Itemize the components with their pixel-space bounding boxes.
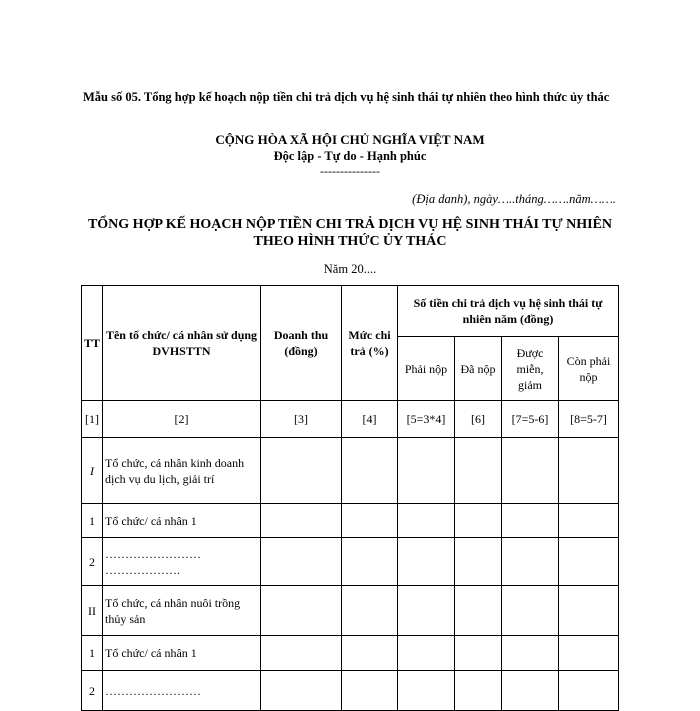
row-number: 1: [82, 504, 103, 538]
header-name: Tên tổ chức/ cá nhân sử dụng DVHSTTN: [103, 286, 261, 401]
place-date-line: (Địa danh), ngày…..tháng…….năm…….: [412, 192, 616, 206]
index-cell: [8=5-7]: [559, 401, 619, 438]
header-revenue: Doanh thu (đồng): [261, 286, 342, 401]
row-name: Tổ chức/ cá nhân 1: [103, 636, 261, 671]
row-number: 2: [82, 538, 103, 586]
report-table: [81, 285, 619, 711]
national-motto: Độc lập - Tự do - Hạnh phúc: [273, 149, 427, 163]
table-row: [82, 636, 619, 671]
index-cell: [1]: [82, 401, 103, 438]
table-row: [82, 586, 619, 636]
header-divider: ---------------: [320, 164, 380, 178]
header-rate: Mức chi trả (%): [342, 286, 398, 401]
table-row: [82, 671, 619, 711]
header-paid: Đã nộp: [455, 337, 502, 401]
index-cell: [4]: [342, 401, 398, 438]
row-name: …………………… ……………….: [103, 538, 261, 586]
row-name: Tổ chức, cá nhân nuôi trồng thủy sản: [103, 586, 261, 636]
header-tt: TT: [82, 286, 103, 401]
index-cell: [5=3*4]: [398, 401, 455, 438]
table-row: [82, 538, 619, 586]
report-year: Năm 20....: [323, 262, 377, 276]
national-title: CỘNG HÒA XÃ HỘI CHỦ NGHĨA VIỆT NAM: [215, 132, 485, 147]
index-cell: [7=5-6]: [502, 401, 559, 438]
table-row: [82, 438, 619, 504]
header-must-pay: Phải nộp: [398, 337, 455, 401]
index-cell: [2]: [103, 401, 261, 438]
row-name: Tổ chức/ cá nhân 1: [103, 504, 261, 538]
row-number: II: [82, 586, 103, 636]
form-title: Mẫu số 05. Tổng hợp kế hoạch nộp tiền chi trả dịch vụ hệ sinh thái tự nhiên theo hình thức ủy thác: [83, 90, 610, 104]
row-name: Tổ chức, cá nhân kinh doanh dịch vụ du lịch, giải trí: [103, 438, 261, 504]
row-number: 1: [82, 636, 103, 671]
report-title: TỔNG HỢP KẾ HOẠCH NỘP TIỀN CHI TRẢ DỊCH VỤ HỆ SINH THÁI TỰ NHIÊN THEO HÌNH THỨC ỦY THÁC: [87, 217, 613, 249]
header-exempted: Được miễn, giảm: [502, 337, 559, 401]
header-payment-group: Số tiền chi trả dịch vụ hệ sinh thái tự nhiên năm (đồng): [398, 286, 619, 337]
row-number: I: [82, 438, 103, 504]
index-cell: [6]: [455, 401, 502, 438]
index-cell: [3]: [261, 401, 342, 438]
header-remaining: Còn phải nộp: [559, 337, 619, 401]
row-name: ……………………: [103, 671, 261, 711]
row-number: 2: [82, 671, 103, 711]
table-row: [82, 504, 619, 538]
